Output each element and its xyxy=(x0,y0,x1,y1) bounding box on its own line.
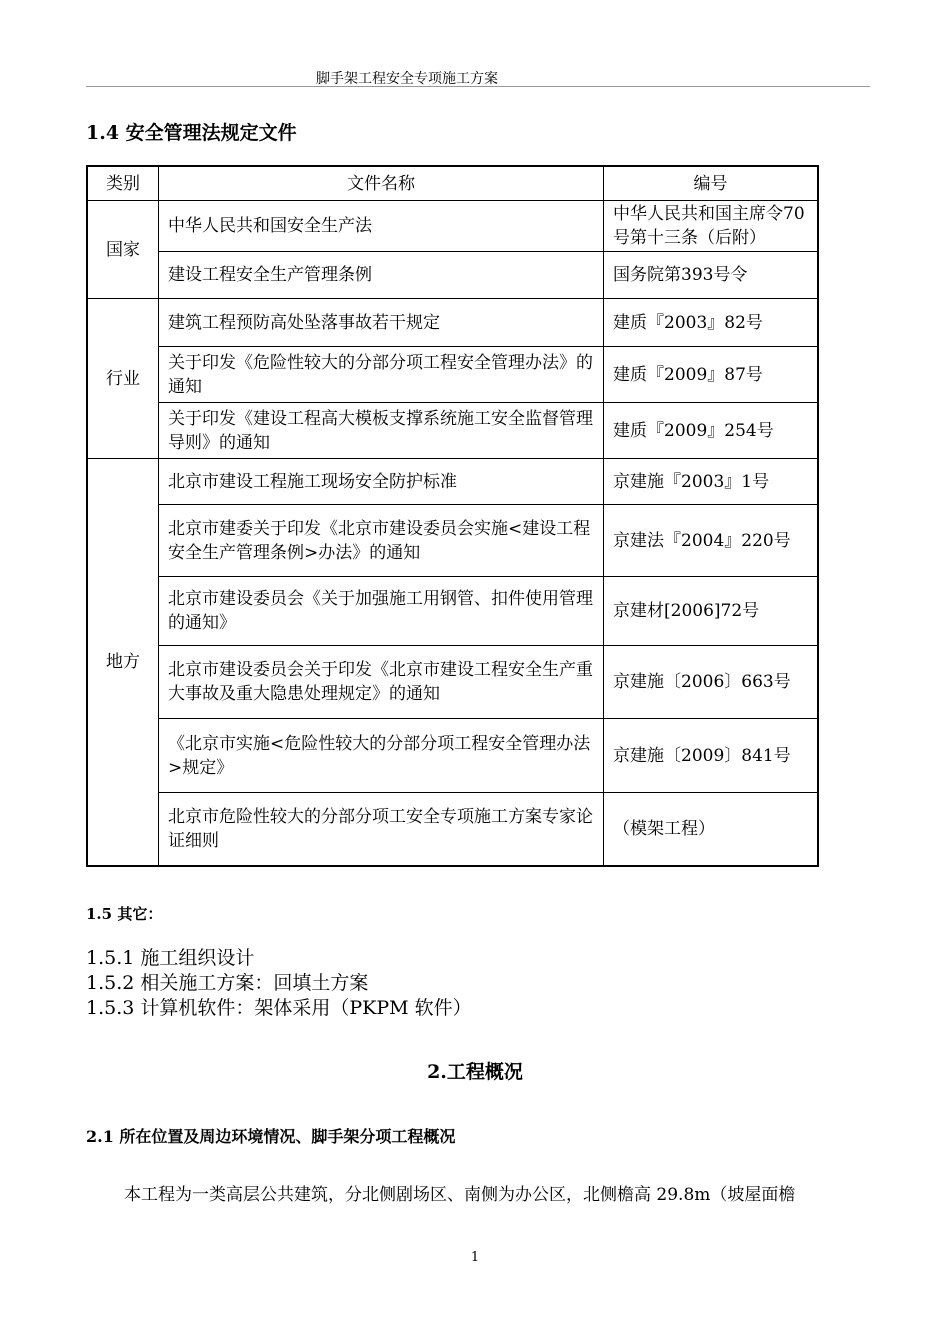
table-row xyxy=(87,459,818,505)
regulations-table xyxy=(86,165,819,867)
document-name-cell: 建筑工程预防高处坠落事故若干规定 xyxy=(159,299,604,347)
body-paragraph: 本工程为一类高层公共建筑，分北侧剧场区、南侧为办公区，北侧檐高 29.8m（坡屋面檐 xyxy=(124,1185,796,1205)
document-code-cell: 国务院第393号令 xyxy=(604,252,819,299)
document-code-cell: （模架工程） xyxy=(604,793,819,866)
document-name-cell: 中华人民共和国安全生产法 xyxy=(159,201,604,252)
document-name-cell: 北京市建委关于印发《北京市建设委员会实施<建设工程安全生产管理条例>办法》的通知 xyxy=(159,505,604,577)
category-cell: 国家 xyxy=(87,201,159,299)
section-heading-2-1: 2.1 所在位置及周边环境情况、脚手架分项工程概况 xyxy=(86,1127,456,1146)
table-row xyxy=(87,719,818,793)
document-name-cell: 北京市危险性较大的分部分项工安全专项施工方案专家论证细则 xyxy=(159,793,604,866)
list-item: 1.5.3 计算机软件：架体采用（PKPM 软件） xyxy=(86,997,472,1019)
table-row xyxy=(87,577,818,646)
document-code-cell: 建质『2009』254号 xyxy=(604,403,819,459)
table-header-row xyxy=(87,166,818,201)
table-row xyxy=(87,403,818,459)
table-row xyxy=(87,252,818,299)
document-code-cell: 京建法『2004』220号 xyxy=(604,505,819,577)
column-header-category: 类别 xyxy=(87,166,159,201)
document-code-cell: 京建施〔2009〕841号 xyxy=(604,719,819,793)
document-code-cell: 建质『2009』87号 xyxy=(604,347,819,403)
section-heading-1-5: 1.5 其它： xyxy=(86,905,163,923)
category-cell: 地方 xyxy=(87,459,159,866)
document-name-cell: 建设工程安全生产管理条例 xyxy=(159,252,604,299)
column-header-code: 编号 xyxy=(604,166,819,201)
document-name-cell: 《北京市实施<危险性较大的分部分项工程安全管理办法>规定》 xyxy=(159,719,604,793)
page-number: 1 xyxy=(470,1250,480,1265)
document-name-cell: 北京市建设工程施工现场安全防护标准 xyxy=(159,459,604,505)
document-name-cell: 关于印发《危险性较大的分部分项工程安全管理办法》的通知 xyxy=(159,347,604,403)
table-row xyxy=(87,505,818,577)
table-row xyxy=(87,646,818,719)
document-code-cell: 建质『2003』82号 xyxy=(604,299,819,347)
document-code-cell: 京建施〔2006〕663号 xyxy=(604,646,819,719)
document-name-cell: 北京市建设委员会《关于加强施工用钢管、扣件使用管理的通知》 xyxy=(159,577,604,646)
document-name-cell: 关于印发《建设工程高大模板支撑系统施工安全监督管理导则》的通知 xyxy=(159,403,604,459)
page-header-title: 脚手架工程安全专项施工方案 xyxy=(316,71,498,87)
table-row xyxy=(87,793,818,866)
list-item: 1.5.1 施工组织设计 xyxy=(86,947,255,969)
document-name-cell: 北京市建设委员会关于印发《北京市建设工程安全生产重大事故及重大隐患处理规定》的通知 xyxy=(159,646,604,719)
list-item: 1.5.2 相关施工方案：回填土方案 xyxy=(86,972,369,994)
category-cell: 行业 xyxy=(87,299,159,459)
header-divider xyxy=(86,86,870,87)
section-heading-1-4: 1.4 安全管理法规定文件 xyxy=(86,122,297,144)
section-heading-2: 2.工程概况 xyxy=(427,1061,523,1083)
table-row xyxy=(87,201,818,252)
document-code-cell: 中华人民共和国主席令70号第十三条（后附） xyxy=(604,201,819,252)
column-header-name: 文件名称 xyxy=(159,166,604,201)
table-row xyxy=(87,347,818,403)
document-code-cell: 京建材[2006]72号 xyxy=(604,577,819,646)
table-row xyxy=(87,299,818,347)
document-code-cell: 京建施『2003』1号 xyxy=(604,459,819,505)
